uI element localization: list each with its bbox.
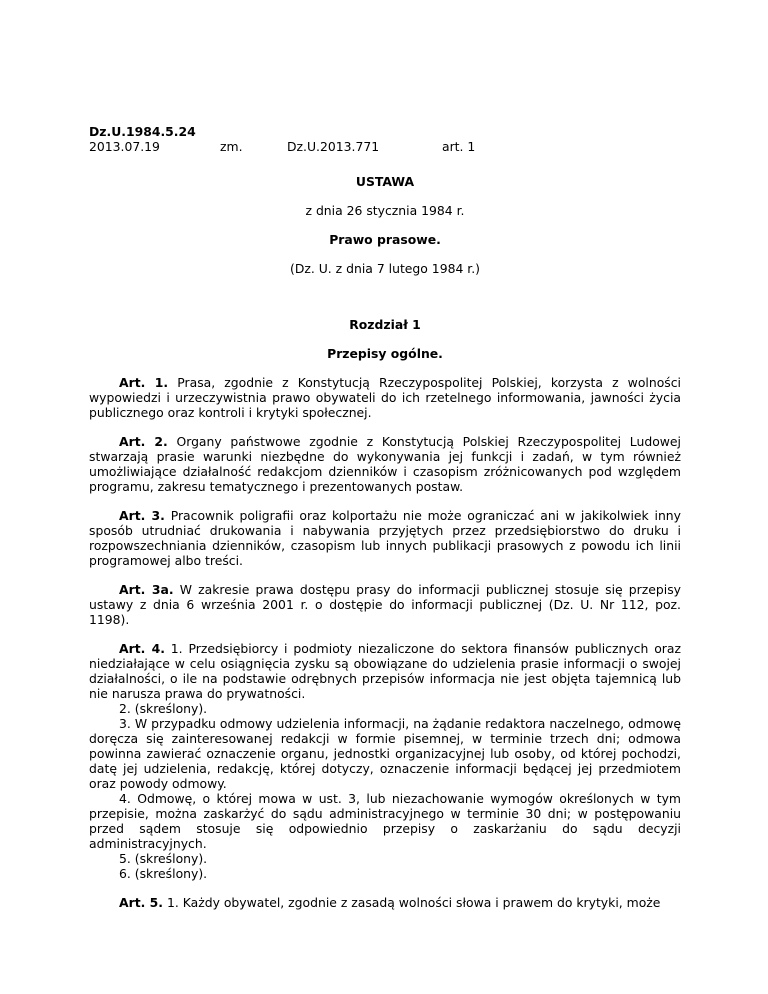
amendment-ref: Dz.U.2013.771	[287, 139, 380, 154]
article-number: Art. 1.	[119, 375, 169, 390]
article-text: 3. W przypadku odmowy udzielenia informacji, na żądanie redaktora naczelnego, odmowę doręcza się zainteresowanej redakcji w formie pisemnej, w terminie trzech dni; odmowa powinna zawierać oznaczenie organu, jednostki organizacyjnej lub osoby, od której pochodzi, datę jej udzielenia, redakcję, której dotyczy, oznaczenie informacji będącej jej przedmiotem oraz powody odmowy.	[89, 716, 681, 791]
article	[89, 434, 681, 494]
article-text: 4. Odmowę, o której mowa w ust. 3, lub niezachowanie wymogów określonych w tym przepisie, można zaskarżyć do sądu administracyjnego w terminie 30 dni; w postępowaniu przed sądem stosuje się odpowiednio przepisy o zaskarżaniu do sądu decyzji administracyjnych.	[89, 791, 681, 851]
article-number: Art. 4.	[119, 641, 165, 656]
article	[89, 641, 681, 881]
article-number: Art. 5.	[119, 895, 163, 910]
journal-id: Dz.U.1984.5.24	[89, 124, 196, 139]
article-text: 1. Każdy obywatel, zgodnie z zasadą wolności słowa i prawem do krytyki, może	[166, 895, 661, 910]
article-text: Prasa, zgodnie z Konstytucją Rzeczypospolitej Polskiej, korzysta z wolności wypowiedzi i urzeczywistnia prawo obywateli do ich rzetelnego informowania, jawności życia publicznego oraz kontroli i krytyki społecznej.	[89, 375, 681, 420]
article	[89, 895, 681, 910]
amendment-row	[89, 139, 681, 154]
chapter-title: Przepisy ogólne.	[327, 346, 443, 361]
article-paragraph	[89, 508, 681, 568]
article-text: 5. (skreślony).	[119, 851, 208, 866]
article-paragraph	[89, 866, 681, 881]
article-paragraph	[89, 851, 681, 866]
article-text: 6. (skreślony).	[119, 866, 208, 881]
article	[89, 375, 681, 420]
article	[89, 582, 681, 627]
act-date: z dnia 26 stycznia 1984 r.	[305, 203, 465, 218]
act-type: USTAWA	[355, 174, 415, 189]
articles-list	[89, 375, 681, 910]
article-paragraph	[89, 582, 681, 627]
article-text: 1. Przedsiębiorcy i podmioty niezaliczone do sektora finansów publicznych oraz niedziałające w celu osiągnięcia zysku są obowiązane do udzielenia prasie informacji o swojej działalności, o ile na podstawie odrębnych przepisów informacja nie jest objęta tajemnicą lub nie narusza prawa do prywatności.	[89, 641, 681, 701]
amendment-date: 2013.07.19	[89, 139, 160, 154]
article-text: Organy państwowe zgodnie z Konstytucją Polskiej Rzeczypospolitej Ludowej stwarzają prasie warunki niezbędne do wykonywania jej funkcji i zadań, w tym również umożliwiające działalność redakcjom dzienników i czasopism zróżnicowanych pod względem programu, zakresu tematycznego i prezentowanych postaw.	[89, 434, 681, 494]
article-text: W zakresie prawa dostępu prasy do informacji publicznej stosuje się przepisy ustawy z dnia 6 września 2001 r. o dostępie do informacji publicznej (Dz. U. Nr 112, poz. 1198).	[89, 582, 681, 627]
article-number: Art. 3a.	[119, 582, 174, 597]
act-publication: (Dz. U. z dnia 7 lutego 1984 r.)	[289, 261, 481, 276]
article-number: Art. 3.	[119, 508, 165, 523]
article-paragraph	[89, 641, 681, 701]
article-text: Pracownik poligrafii oraz kolportażu nie może ograniczać ani w jakikolwiek inny sposób utrudniać drukowania i nabywania przyjętych przez przedsiębiorstwo do druku i rozpowszechniania dzienników, czasopism lub innych publikacji prasowych z powodu ich linii programowej albo treści.	[89, 508, 681, 568]
article-paragraph	[89, 434, 681, 494]
article-paragraph	[89, 716, 681, 791]
amendment-article: art. 1	[442, 139, 476, 154]
document-page	[89, 124, 681, 910]
chapter-number: Rozdział 1	[349, 317, 421, 332]
article-paragraph	[89, 791, 681, 851]
amendment-type: zm.	[220, 139, 243, 154]
article-paragraph	[89, 375, 681, 420]
article	[89, 508, 681, 568]
article-text: 2. (skreślony).	[119, 701, 208, 716]
article-number: Art. 2.	[119, 434, 168, 449]
act-name: Prawo prasowe.	[329, 232, 441, 247]
article-paragraph	[89, 895, 681, 910]
article-paragraph	[89, 701, 681, 716]
